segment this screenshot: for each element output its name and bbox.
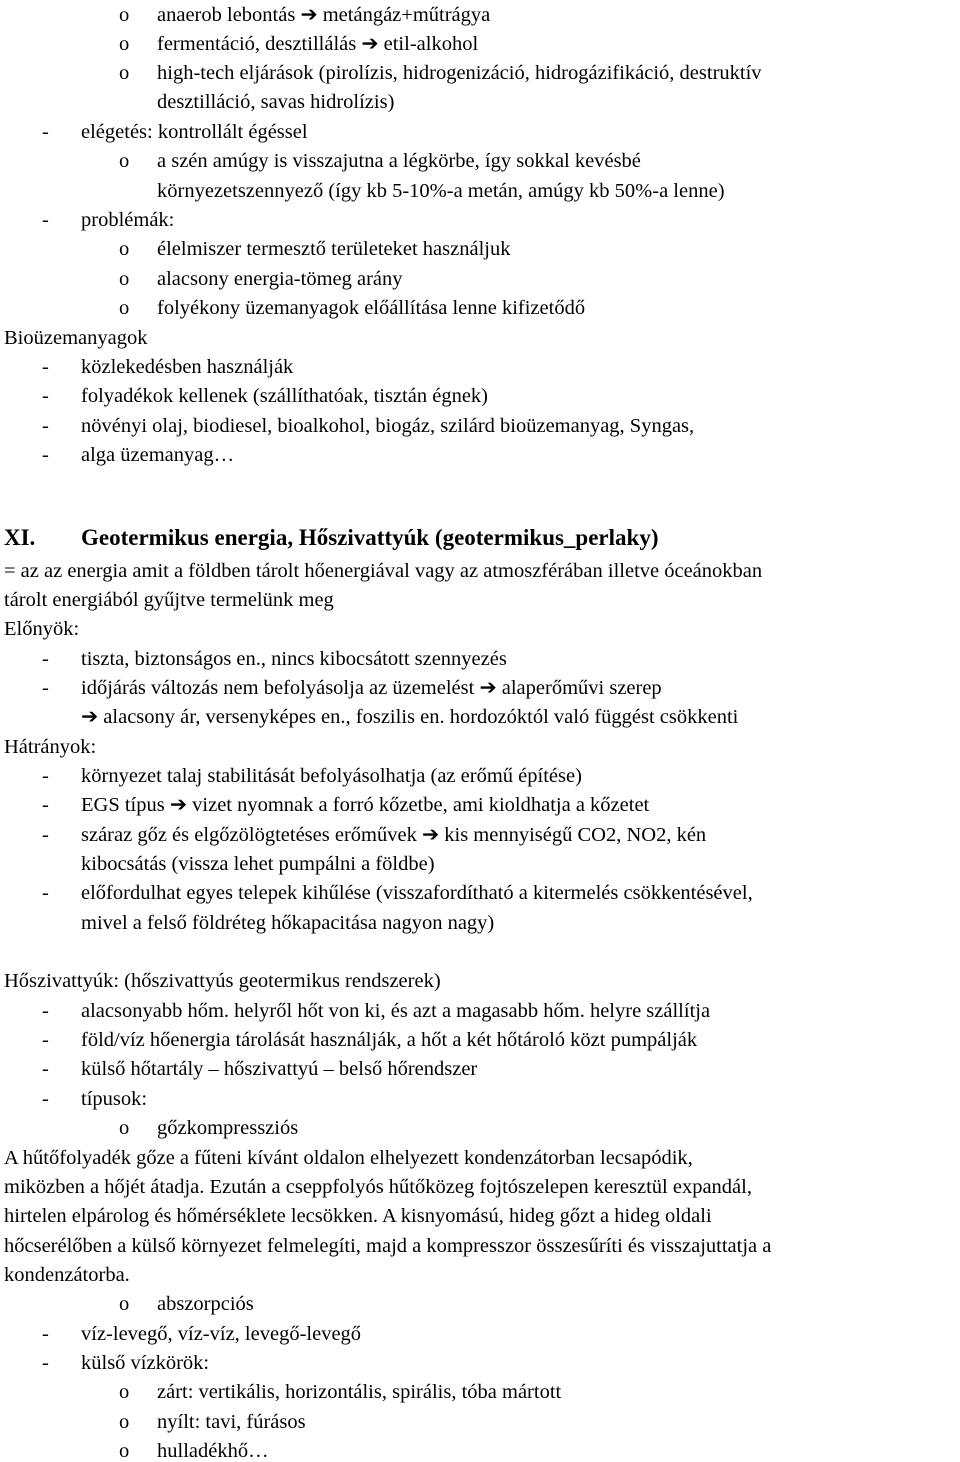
list-item-text: száraz gőz és elgőzölögtetéses erőművek ➔ kis mennyiségű CO2, NO2, kén (81, 824, 707, 846)
list-item-text: környezet talaj stabilitását befolyásolhatja (az erőmű építése) (81, 765, 582, 787)
bullet-marker: o (119, 268, 130, 290)
dash-marker: - (42, 1352, 49, 1374)
dash-marker: - (42, 1000, 49, 1022)
section-label: Előnyök: (4, 618, 80, 640)
dash-marker: - (42, 121, 49, 143)
list-item-text: víz-levegő, víz-víz, levegő-levegő (81, 1323, 362, 1345)
list-item-continuation: kibocsátás (vissza lehet pumpálni a földbe) (81, 853, 435, 875)
dash-marker: - (42, 1029, 49, 1051)
list-item-text: külső vízkörök: (81, 1352, 210, 1374)
arrow-line: ➔ alacsony ár, versenyképes en., foszilis en. hordozóktól való függést csökkenti (81, 706, 739, 728)
list-item-text: gőzkompressziós (157, 1117, 299, 1139)
section-label: Hátrányok: (4, 736, 97, 758)
chapter-number: XI. (4, 525, 36, 550)
list-item-text: típusok: (81, 1088, 148, 1110)
paragraph-line: hirtelen elpárolog és hőmérséklete lecsökken. A kisnyomású, hideg gőzt a hideg oldali (4, 1205, 712, 1227)
dash-marker: - (42, 415, 49, 437)
dash-marker: - (42, 209, 49, 231)
dash-marker: - (42, 1088, 49, 1110)
paragraph-line: A hűtőfolyadék gőze a fűteni kívánt oldalon elhelyezett kondenzátorban lecsapódik, (4, 1147, 693, 1169)
list-item-text: EGS típus ➔ vizet nyomnak a forró kőzetbe, ami kioldhatja a kőzetet (81, 794, 650, 816)
dash-marker: - (42, 385, 49, 407)
list-item-text: tiszta, biztonságos en., nincs kibocsátott szennyezés (81, 648, 507, 670)
list-item-text: alacsony energia-tömeg arány (157, 268, 403, 290)
chapter-title: Geotermikus energia, Hőszivattyúk (geotermikus_perlaky) (81, 525, 659, 550)
dash-marker: - (42, 356, 49, 378)
list-item-text: előfordulhat egyes telepek kihűlése (visszafordítható a kitermelés csökkentésével, (81, 882, 753, 904)
list-item-text: nyílt: tavi, fúrásos (157, 1411, 306, 1433)
list-item-text: föld/víz hőenergia tárolását használják, a hőt a két hőtároló közt pumpálják (81, 1029, 698, 1051)
list-item-text: zárt: vertikális, horizontális, spirális, tóba mártott (157, 1381, 562, 1403)
bullet-marker: o (119, 150, 130, 172)
list-item-text: folyékony üzemanyagok előállítása lenne kifizetődő (157, 297, 586, 319)
list-item-text: problémák: (81, 209, 175, 231)
list-item-text: a szén amúgy is visszajutna a légkörbe, így sokkal kevésbé (157, 150, 641, 172)
list-item-text: elégetés: kontrollált égéssel (81, 121, 308, 143)
list-item-continuation: mivel a felső földréteg hőkapacitása nagyon nagy) (81, 912, 495, 934)
dash-marker: - (42, 765, 49, 787)
bullet-marker: o (119, 1381, 130, 1403)
dash-marker: - (42, 824, 49, 846)
list-item-text: anaerob lebontás ➔ metángáz+műtrágya (157, 4, 491, 26)
bullet-marker: o (119, 1117, 130, 1139)
list-item-text: alga üzemanyag… (81, 444, 235, 466)
bullet-marker: o (119, 238, 130, 260)
list-item-text: közlekedésben használják (81, 356, 294, 378)
list-item-continuation: környezetszennyező (így kb 5-10%-a metán, amúgy kb 50%-a lenne) (157, 180, 725, 202)
list-item-text: időjárás változás nem befolyásolja az üzemelést ➔ alaperőművi szerep (81, 677, 662, 699)
list-item-text: fermentáció, desztillálás ➔ etil-alkohol (157, 33, 479, 55)
dash-marker: - (42, 648, 49, 670)
bullet-marker: o (119, 33, 130, 55)
bullet-marker: o (119, 1293, 130, 1315)
paragraph-line: kondenzátorba. (4, 1264, 130, 1286)
dash-marker: - (42, 1058, 49, 1080)
list-item-text: külső hőtartály – hőszivattyú – belső hőrendszer (81, 1058, 478, 1080)
paragraph-line: hőcserélőben a külső környezet felmelegíti, majd a kompresszor összesűríti és visszajuttatja a (4, 1235, 772, 1257)
dash-marker: - (42, 444, 49, 466)
bullet-marker: o (119, 1411, 130, 1433)
dash-marker: - (42, 1323, 49, 1345)
section-label: Hőszivattyúk: (hőszivattyús geotermikus rendszerek) (4, 970, 441, 992)
dash-marker: - (42, 677, 49, 699)
section-label: Bioüzemanyagok (4, 327, 148, 349)
bullet-marker: o (119, 4, 130, 26)
list-item-text: high-tech eljárások (pirolízis, hidrogenizáció, hidrogázifikáció, destruktív (157, 62, 762, 84)
list-item-text: folyadékok kellenek (szállíthatóak, tisztán égnek) (81, 385, 488, 407)
list-item-text: abszorpciós (157, 1293, 254, 1315)
paragraph-line: miközben a hőjét átadja. Ezután a cseppfolyós hűtőközeg fojtószelepen keresztül expandál, (4, 1176, 752, 1198)
bullet-marker: o (119, 1440, 130, 1462)
bullet-marker: o (119, 62, 130, 84)
list-item-text: hulladékhő… (157, 1440, 269, 1462)
list-item-text: növényi olaj, biodiesel, bioalkohol, biogáz, szilárd bioüzemanyag, Syngas, (81, 415, 695, 437)
bullet-marker: o (119, 297, 130, 319)
paragraph-line: tárolt energiából gyűjtve termelünk meg (4, 589, 334, 611)
list-item-continuation: desztilláció, savas hidrolízis) (157, 91, 395, 113)
list-item-text: alacsonyabb hőm. helyről hőt von ki, és azt a magasabb hőm. helyre szállítja (81, 1000, 711, 1022)
paragraph-line: = az az energia amit a földben tárolt hőenergiával vagy az atmoszférában illetve óceánokban (4, 560, 763, 582)
dash-marker: - (42, 882, 49, 904)
list-item-text: élelmiszer termesztő területeket használjuk (157, 238, 511, 260)
dash-marker: - (42, 794, 49, 816)
